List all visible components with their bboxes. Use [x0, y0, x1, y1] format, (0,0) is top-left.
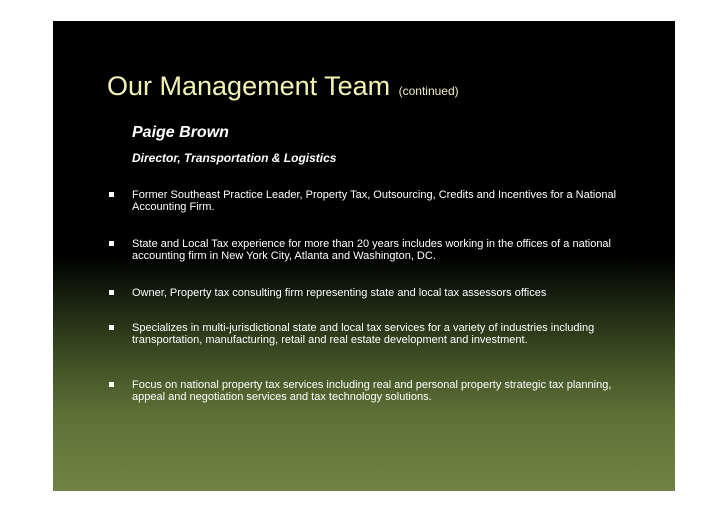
bullet-item [107, 379, 627, 403]
bullet-text: Focus on national property tax services including real and personal property strategic tax planning, appeal and negotiation services and tax technology solutions. [132, 379, 612, 403]
bullet-text: Specializes in multi-jurisdictional state and local tax services for a variety of industries including transportation, manufacturing, retail and real estate development and investment. [132, 322, 595, 346]
bullet-text: Owner, Property tax consulting firm representing state and local tax assessors offices [132, 287, 547, 299]
bullet-square-icon [109, 325, 114, 330]
person-role: Director, Transportation & Logistics [132, 151, 337, 165]
title-suffix: (continued) [398, 84, 459, 98]
bullet-item [107, 238, 627, 262]
title-main: Our Management Team [107, 71, 391, 101]
bullet-text: Former Southeast Practice Leader, Property Tax, Outsourcing, Credits and Incentives for a National Accounting Firm. [132, 189, 617, 213]
bullet-item [107, 287, 627, 299]
bullet-square-icon [109, 192, 114, 197]
bullet-square-icon [109, 382, 114, 387]
person-name: Paige Brown [132, 124, 229, 141]
bullet-square-icon [109, 290, 114, 295]
bullet-square-icon [109, 241, 114, 246]
bullet-item [107, 189, 627, 213]
slide-title [107, 71, 459, 102]
bullet-item [107, 322, 627, 346]
slide [53, 21, 675, 491]
bullet-text: State and Local Tax experience for more than 20 years includes working in the offices of a national accounting firm in New York City, Atlanta and Washington, DC. [132, 238, 611, 262]
